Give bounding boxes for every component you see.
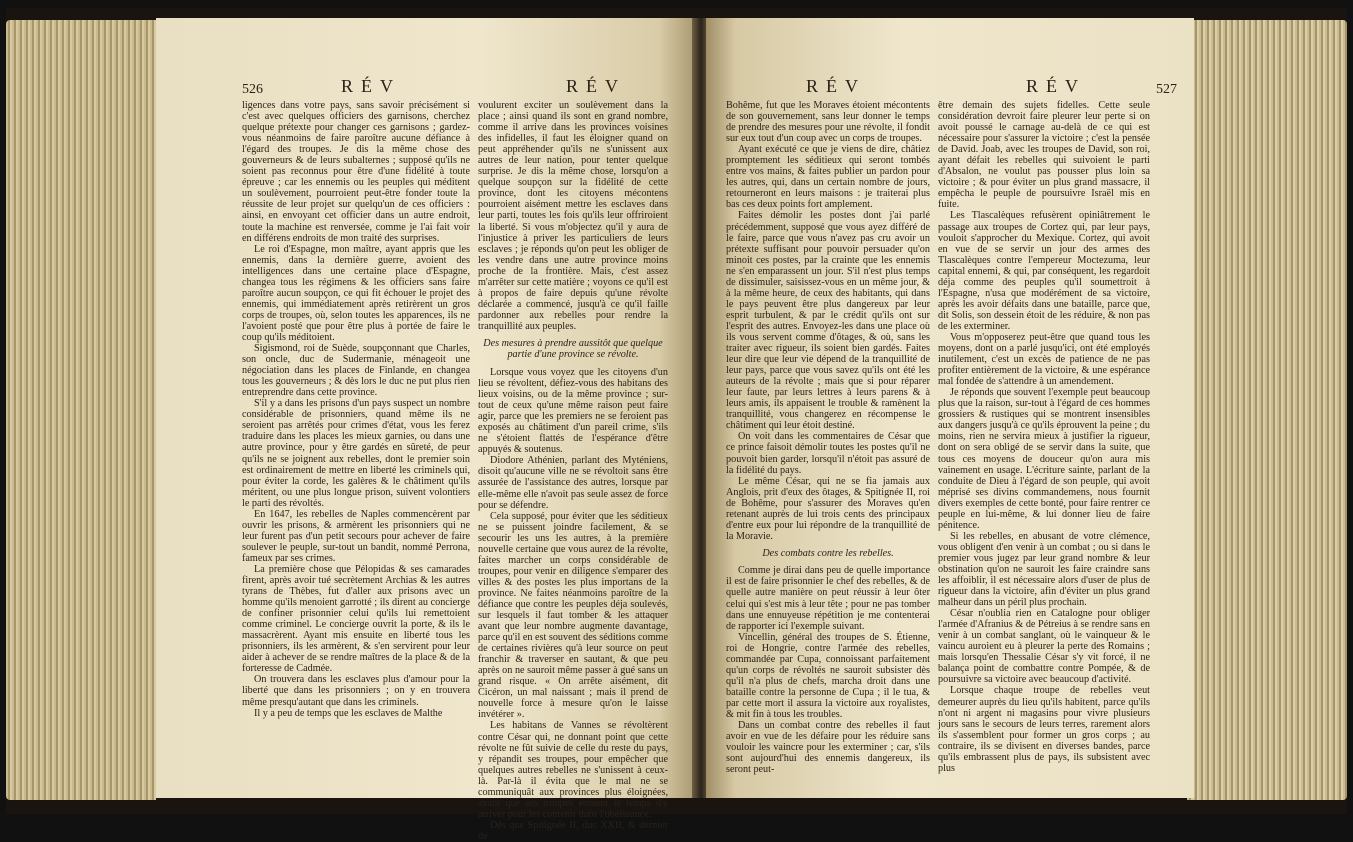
page-number: 526 bbox=[242, 82, 263, 97]
left-page-edges bbox=[6, 20, 156, 800]
right-column-2 bbox=[938, 100, 1150, 774]
running-head-col2: RÉV bbox=[1026, 76, 1086, 96]
page-number: 527 bbox=[1156, 82, 1177, 97]
paragraph: Je réponds que souvent l'exemple peut beaucoup plus que la raison, sur-tout à l'égard de ces hommes grossiers & rustiques qui se montrent insensibles aux dangers jusqu'à ce qu'ils éprouvent la peine ; du moins, rien ne servira mieux à justifier la rigueur, dont on sera obligé de se servir dans la suite, que tous ces moyens de douceur qu'on aura mis vainement en usage. L'écriture sainte, parlant de la conduite de Dieu à l'égard de son peuple, qui avoit méprisé ses divins commandemens, nous fournit divers exemples de cette bonté, pour faire rentrer ce peuple en lui-même, & lui donner lieu de faire pénitence. bbox=[938, 387, 1150, 531]
paragraph: On voit dans les commentaires de César que ce prince faisoit démolir toutes les postes qu'il ne pouvoit bien garder, lorsqu'il n'étoit pas assuré de la fidélité du pays. bbox=[726, 431, 930, 476]
paragraph: Dans un combat contre des rebelles il faut avoir en vue de les défaire pour les réduire sans vouloir les vaincre pour les exterminer ; car, s'ils sont aujourd'hui des ennemis dangereux, ils seront peut- bbox=[726, 720, 930, 776]
running-head: RÉV bbox=[806, 76, 866, 96]
paragraph: Lorsque vous voyez que les citoyens d'un lieu se révoltent, défiez-vous des habitans des lieux voisins, ou de la même province ; sur-tout de ceux qu'une même raison peut faire agir, parce que les premiers ne se feroient pas exposés au châtiment d'un pareil crime, s'ils ne s'étoient flattés de l'espérance d'être appuyés & soutenus. bbox=[478, 366, 668, 456]
section-heading: Des combats contre les rebelles. bbox=[762, 547, 894, 559]
paragraph: Faites démolir les postes dont j'ai parlé précédemment, supposé que vous ayez différé de le faire, parce que vous n'avez pas cru avoir un prétexte suffisant pour pouvoir persuader qu'on minoit ces postes, par la crainte que les ennemis ne s'en emparassent un jour. S'il n'est plus temps de dissimuler, saisissez-vous en un même jour, & à la même heure, de ceux des habitants, qui dans le pays peuvent être plus dangereux par leur esprit turbulent, & par le crédit qu'ils ont sur l'esprit des autres. Envoyez-les dans une place où ils vous servent comme d'ôtages, & où, sans les traiter avec rigueur, ils soient bien gardés. Faites leur dire que leur vie dépend de la tranquillité de leur pays, parce que vous savez qu'ils ont été les auteurs de la révolte ; mais que si pour réparer leur faute, par leurs lettres à leurs parens & à leurs amis, ils appaisent le trouble & ramènent la tranquillité, vous changerez en récompense le châtiment qui leur étoit destiné. bbox=[726, 210, 930, 432]
paragraph: Dès que Spitignée II, duc XXII, & dernier de bbox=[478, 819, 668, 842]
paragraph: On trouvera dans les esclaves plus d'amour pour la liberté que dans les prisonniers ; on y en trouvera même presqu'autant que dans les criminels. bbox=[242, 674, 470, 708]
paragraph: Le même César, qui ne se fia jamais aux Anglois, prit d'eux des ôtages, & Spitignée II, roi de Bohême, pour s'assurer des Moraves qu'en retenant auprès de lui trois cents des principaux d'entre eux pour lui répondre de la tranquillité de la Moravie. bbox=[726, 475, 930, 542]
paragraph: ligences dans votre pays, sans savoir précisément si c'est avec quelques officiers des garnisons, cherchez quelque prétexte pour changer ces garnisons ; gardez-vous néanmoins de faire paroître aucune défiance à l'égard des troupes. Je dis la même chose des gouverneurs & de leurs subalternes ; supposé qu'ils ne soient pas reconnus pour être d'une fidélité à toute épreuve ; car les ennemis ou les peuples qui méditent un soulèvement, pourroient peut-être fonder toute la réussite de leur projet sur quelqu'un de ces officiers : ainsi, en envoyant cet officier dans un autre endroit, toute la machine est renversée, comme je l'ai fait voir en différens endroits de mon traité des surprises. bbox=[242, 100, 470, 244]
paragraph: Les Tlascalèques refusèrent opiniâtrement le passage aux troupes de Cortez qui, par leur pays, vouloit s'approcher du Mexique. Cortez, qui avoit en vue de se servir un jour des armes des Tlascalèques contre l'empereur Moctezuma, leur capital ennemi, & qui, par conséquent, les regardoit déja comme des peuples qu'il soumettroit à l'Espagne, n'usa que modérément de sa victoire, après les avoir défaits dans une bataille, parce que, dit Solis, son dessein étoit de les réduire, & non pas de les exterminer. bbox=[938, 210, 1150, 332]
paragraph: Diodore Athénien, parlant des Myténiens, disoit qu'aucune ville ne se révoltoit sans être assurée de l'assistance des autres, lorsque par elle-même elle n'avoit pas seule assez de force pour se défendre. bbox=[478, 455, 668, 511]
paragraph: Vincellin, général des troupes de S. Étienne, roi de Hongrie, contre l'armée des rebelles, commandée par Cupa, connoissant parfaitement qu'un corps de révoltés ne sauroit subsister dès qu'il n'a plus de chefs, marcha droit dans une bataille contre la personne de Cupa ; il le tua, & par cette mort il assura la victoire aux royalistes, & mit fin à tous les troubles. bbox=[726, 631, 930, 720]
paragraph: César n'oublia rien en Catalogne pour obliger l'armée d'Afranius & de Pétreius à se rendre sans en venir à un combat sanglant, où le vainqueur & le vaincu auroient eu à pleurer la perte des Romains ; mais lorsqu'en Thessalie César s'y vit forcé, il ne balança point de combattre contre Pompée, & de poursuivre sa victoire avec beaucoup d'activité. bbox=[938, 608, 1150, 686]
paragraph: Sigismond, roi de Suède, soupçonnant que Charles, son oncle, duc de Sudermanie, ménageoit une négociation dans les places de Finlande, en changea tous les gouverneurs ; & dès lors le duc ne put plus rien entreprendre dans cette province. bbox=[242, 343, 470, 399]
left-page bbox=[156, 18, 696, 842]
section-heading: Des mesures à prendre aussitôt que quelque partie d'une province se révolte. bbox=[483, 337, 663, 361]
paragraph: S'il y a dans les prisons d'un pays suspect un nombre considérable de prisonniers, quand même ils ne seroient pas arrêtés pour crimes d'état, vous les ferez traduire dans les places les mieux garnies, ou dans une autre province, pour y être gardés en sûreté, de peur qu'ils ne se joignent aux rebelles, dont le premier soin est ordinairement de mettre en liberté les criminels qui, pour éviter la corde, les galères & le châtiment qu'ils méritent, ou une plus longue prison, suivent volontiers le parti des révoltés. bbox=[242, 398, 470, 509]
open-book bbox=[6, 8, 1347, 842]
right-column-1 bbox=[726, 100, 930, 775]
paragraph: Bohême, fut que les Moraves étoient mécontents de son gouvernement, sans leur donner le temps de prendre des mesures pour une révolte, il fondit sur eux tout d'un coup avec un corps de troupes. bbox=[726, 100, 930, 145]
paragraph: En 1647, les rebelles de Naples commencèrent par ouvrir les prisons, & armèrent les prisonniers qui ne leur furent pas d'un petit secours pour achever de faire soulever le peuple, sur-tout un bandit, nommé Perrona, fameux par ses crimes. bbox=[242, 508, 470, 564]
paragraph: Vous m'opposerez peut-être que quand tous les moyens, dont on a parlé jusqu'ici, ont été employés inutilement, c'est un excès de patience de ne pas profiter entièrement de la victoire, & une espérance mal fondée de s'attendre à un amendement. bbox=[938, 331, 1150, 388]
paragraph: Si les rebelles, en abusant de votre clémence, vous obligent d'en venir à un combat ; ou si dans le premier vous jugez par leur grand nombre & leur obstination qu'on ne sauroit les faire craindre sans les affoiblir, il est nécessaire alors d'user de plus de rigueur dans la victoire, afin d'éviter un plus grand malheur dans un péril plus prochain. bbox=[938, 530, 1150, 609]
right-page bbox=[706, 18, 1194, 798]
paragraph: être demain des sujets fidelles. Cette seule considération devroit faire pleurer leur perte si on avoit poussé le carnage au-delà de ce qui est nécessaire pour s'assurer la victoire ; c'est la pensée de David. Joab, avec les troupes de David, son roi, ayant défait les rebelles qui suivoient le parti d'Absalon, ne voulut pas pousser plus loin sa victoire ; & pour éviter un plus grand massacre, il empêcha le peuple de poursuivre Israël mis en fuite. bbox=[938, 100, 1150, 211]
paragraph: Ayant exécuté ce que je viens de dire, châtiez promptement les séditieux qui seront tombés entre vos mains, & faites publier un pardon pour les autres, qui, dans un certain nombre de jours, retourneront en leurs maisons : je traiterai plus bas ces deux points fort amplement. bbox=[726, 144, 930, 211]
paragraph: voulurent exciter un soulèvement dans la place ; ainsi quand ils sont en grand nombre, comme il arrive dans les provinces voisines des infidelles, il faut les éloigner quand on peut appréhender qu'ils ne s'unissent aux autres de leur nation, pour tenter quelque surprise. Je dis la même chose, lorsqu'on a quelque soupçon sur la fidélité de cette province, dont les citoyens mécontens pourroient aisément mettre les esclaves dans leur parti, toutes les fois qu'ils leur offriroient la liberté. Si vous m'objectez qu'il y aura de l'injustice à priver les particuliers de leurs esclaves ; je réponds qu'on peut les obliger de les vendre dans une autre province moins proche de la frontière. Mais, c'est assez m'arrêter sur cette matière ; voyons ce qu'il est à propos de faire depuis qu'une révolte déclarée a commencé, jusqu'à ce qu'il faille pardonner aux rebelles pour rendre la tranquillité aux peuples. bbox=[478, 100, 668, 332]
paragraph: La première chose que Pélopidas & ses camarades firent, après avoir tué secrètement Archias & les autres tyrans de Thèbes, fut d'aller aux prisons avec un homme qu'ils menoient garrotté ; ils dirent au concierge de confiner prisonnier celui qu'ils lui remettoient comme criminel. Le concierge ouvrit la porte, & ils le massacrèrent. Ayant mis ensuite en liberté tous les prisonniers, ils les armèrent, & s'en servirent pour leur aider à achever de se rendre maîtres de la place & de la forteresse de Cadmée. bbox=[242, 563, 470, 675]
paragraph: Le roi d'Espagne, mon maître, ayant appris que les ennemis, dans la dernière guerre, avoient des intelligences dans une certaine place d'Espagne, changea tous les régimens & les officiers sans faire paroître aucun soupçon, ce qui fit échouer le projet des ennemis, qui immédiatement après retirèrent un gros corps de troupes, où, selon toutes les apparences, ils ne l'avoient posté que pour être plus à portée de faire le coup qu'ils méditoient. bbox=[242, 243, 470, 343]
right-page-edges bbox=[1187, 20, 1347, 800]
paragraph: Comme je dirai dans peu de quelle importance il est de faire prisonnier le chef des rebelles, & de quelle autre manière on peut réussir à leur ôter celui qui s'est mis à leur tête ; pour ne pas tomber dans une ennuyeuse répétition je me contenterai de rapporter ici l'exemple suivant. bbox=[726, 565, 930, 632]
paragraph: Les habitans de Vannes se révoltèrent contre César qui, ne donnant point que cette révolte ne fût suivie de celle du reste du pays, y répandit ses troupes, pour empêcher que quelques autres rebelles ne s'unissent à ceux-là. Par-là il évita que le mal ne se communiquât aux provinces plus éloignées, avant que ses troupes eussent le temps d'y arriver pour les contenir dans l'obéissance. bbox=[478, 720, 668, 820]
paragraph: Lorsque chaque troupe de rebelles veut demeurer auprès du lieu qu'ils habitent, parce qu'ils n'ont ni argent ni magasins pour vivre plusieurs jours sans le secours de leurs terres, rarement alors ils s'assemblent pour former un gros corps ; au contraire, ils se divisent en diverses bandes, parce qu'ils embrassent plus de pays, ils subsistent avec plus bbox=[938, 685, 1150, 774]
left-column-2 bbox=[478, 100, 668, 842]
paragraph: Il y a peu de temps que les esclaves de Malthe bbox=[254, 707, 443, 719]
running-head: RÉV bbox=[341, 76, 401, 96]
running-head-col2: RÉV bbox=[566, 76, 626, 96]
paragraph: Cela supposé, pour éviter que les séditieux ne se puissent joindre facilement, & se secourir les uns les autres, à la première nouvelle certaine que vous aurez de la révolte, faites marcher un corps considérable de troupes, pour venir en diligence s'emparer des villes & des postes les plus importans de la province. Ne faites néanmoins paroître de la défiance que contre les peuples déja soulevés, sur lesquels il faut tomber & les attaquer avant que leur nombre augmente davantage, parce qu'il en est souvent des séditions comme de certaines rivières qu'à leur source on peut franchir & traverser en sautant, & que peu après on ne sauroit même passer à gué sans un grand risque. « On arrête aisément, dit Cicéron, un mal naissant ; mais il prend de nouvelle force à mesure qu'on le laisse invétérer ». bbox=[478, 510, 668, 721]
left-column-1 bbox=[242, 100, 470, 719]
